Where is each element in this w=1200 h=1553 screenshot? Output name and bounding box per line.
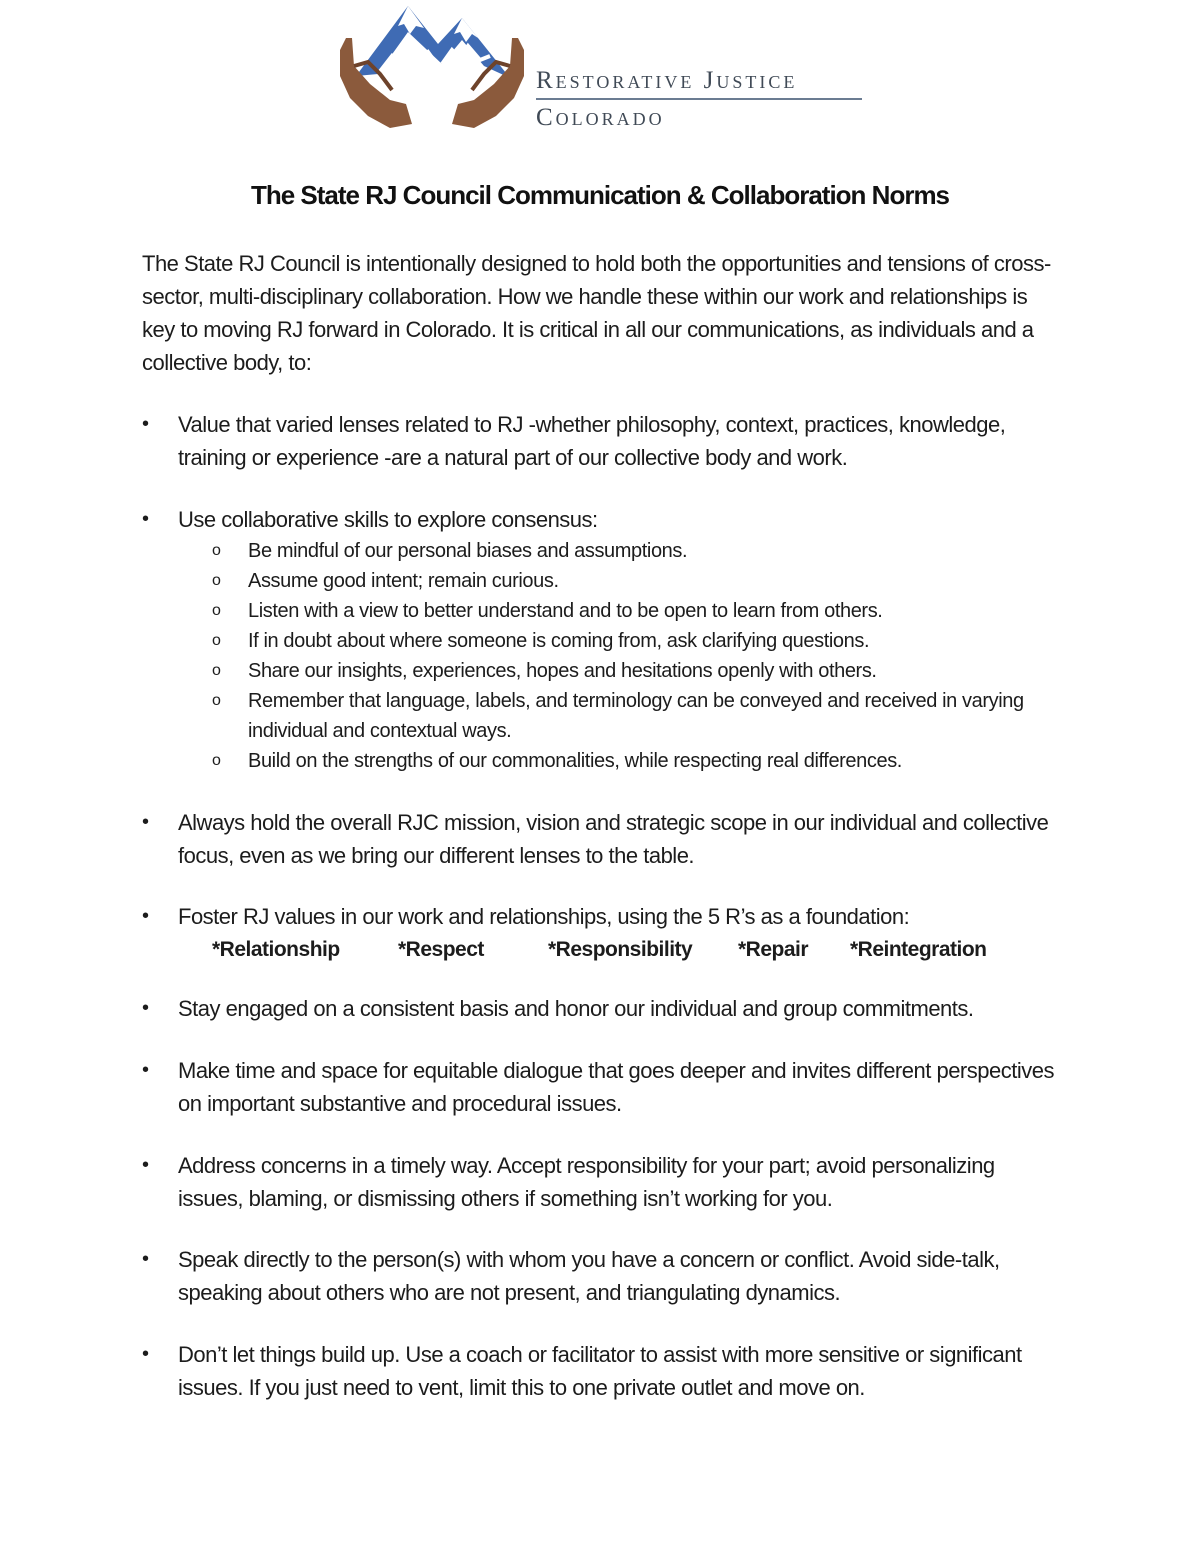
value-respect: *Respect	[398, 938, 484, 961]
bullet-icon: •	[142, 905, 149, 927]
bullet-icon: •	[142, 1343, 149, 1365]
value-repair: *Repair	[738, 938, 809, 961]
norm-item	[142, 806, 1062, 872]
sub-item-text: Be mindful of our personal biases and assumptions.	[248, 540, 688, 562]
norm-text: Value that varied lenses related to RJ -whether philosophy, context, practices, knowledge, training or experience -are a natural part of our collective body and work.	[178, 412, 1006, 470]
five-rs-values	[178, 933, 1062, 966]
sub-bullet-icon: o	[212, 602, 221, 619]
page-title: The State RJ Council Communication & Collaboration Norms	[250, 180, 950, 210]
bullet-icon: •	[142, 413, 149, 435]
norm-text: Make time and space for equitable dialogue that goes deeper and invites different perspectives on important substantive and procedural issues.	[178, 1058, 1054, 1116]
brand-divider	[536, 98, 862, 100]
norm-item	[142, 1149, 1062, 1215]
norm-item	[142, 1054, 1062, 1120]
bullet-icon: •	[142, 997, 149, 1019]
bullet-icon: •	[142, 811, 149, 833]
bullet-icon: •	[142, 508, 149, 530]
norm-text: Use collaborative skills to explore consensus:	[178, 507, 598, 532]
norm-text: Address concerns in a timely way. Accept responsibility for your part; avoid personalizing issues, blaming, or dismissing others if something isn’t working for you.	[178, 1153, 995, 1211]
bullet-icon: •	[142, 1059, 149, 1081]
norm-item	[142, 1338, 1062, 1404]
norm-text: Don’t let things build up. Use a coach or facilitator to assist with more sensitive or significant issues. If you just need to vent, limit this to one private outlet and move on.	[178, 1342, 1022, 1400]
sub-item-text: Share our insights, experiences, hopes and hesitations openly with others.	[248, 660, 877, 682]
brand-name	[536, 66, 862, 133]
value-responsibility: *Responsibility	[548, 938, 693, 961]
hands-mountains-logo-icon	[334, 4, 530, 134]
brand-line-1: Restorative Justice	[536, 67, 798, 94]
value-reintegration: *Reintegration	[850, 938, 987, 961]
sub-list-item	[212, 536, 1048, 566]
sub-bullet-icon: o	[212, 632, 221, 649]
sub-list-item	[212, 626, 1048, 656]
bullet-icon: •	[142, 1154, 149, 1176]
brand-line-2: Colorado	[536, 104, 665, 131]
norm-text: Always hold the overall RJC mission, vision and strategic scope in our individual and collective focus, even as we bring our different lenses to the table.	[178, 810, 1049, 868]
restorative-justice-logo	[334, 4, 874, 134]
sub-list-item	[212, 656, 1048, 686]
sub-bullet-icon: o	[212, 662, 221, 679]
sub-item-text: Build on the strengths of our commonalities, while respecting real differences.	[248, 750, 902, 772]
sub-list-item	[212, 596, 1048, 626]
sub-item-text: Assume good intent; remain curious.	[248, 570, 559, 592]
norm-item	[142, 503, 1062, 776]
sub-bullet-icon: o	[212, 572, 221, 589]
sub-list-item	[212, 566, 1048, 596]
sub-list-item	[212, 746, 1048, 776]
sub-list-item	[212, 686, 1048, 746]
norm-item	[142, 900, 1062, 966]
sub-bullet-icon: o	[212, 752, 221, 769]
norm-text: Speak directly to the person(s) with whom you have a concern or conflict. Avoid side-talk, speaking about others who are not present, and triangulating dynamics.	[178, 1247, 1000, 1305]
norm-item	[142, 992, 1062, 1025]
sub-bullet-icon: o	[212, 542, 221, 559]
sub-item-text: If in doubt about where someone is coming from, ask clarifying questions.	[248, 630, 870, 652]
sub-item-text: Remember that language, labels, and terminology can be conveyed and received in varying individual and contextual ways.	[248, 690, 1024, 742]
value-relationship: *Relationship	[212, 938, 340, 961]
norm-item	[142, 408, 1062, 474]
consensus-skills-list	[212, 536, 1062, 776]
norm-text: Stay engaged on a consistent basis and honor our individual and group commitments.	[178, 996, 974, 1021]
norm-item	[142, 1243, 1062, 1309]
bullet-icon: •	[142, 1248, 149, 1270]
sub-bullet-icon: o	[212, 692, 221, 709]
sub-item-text: Listen with a view to better understand and to be open to learn from others.	[248, 600, 883, 622]
norm-text: Foster RJ values in our work and relationships, using the 5 R’s as a foundation:	[178, 904, 910, 929]
intro-paragraph: The State RJ Council is intentionally designed to hold both the opportunities and tensions of cross-sector, multi-disciplinary collaboration. How we handle these within our work and relationships is key to moving RJ forward in Colorado. It is critical in all our communications, as individuals and a collective body, to:	[142, 251, 1051, 375]
